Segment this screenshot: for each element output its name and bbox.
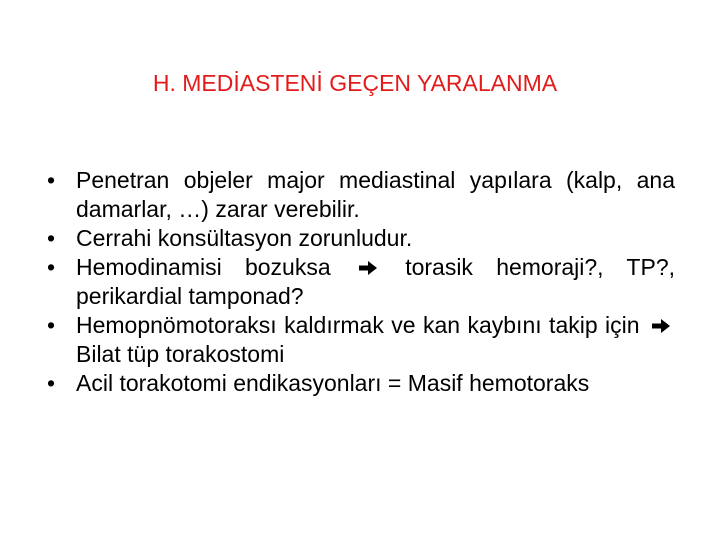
bullet-list [40, 166, 675, 398]
bullet-marker: • [46, 167, 56, 193]
bullet-item [40, 166, 675, 224]
arrow-right-icon [651, 316, 671, 336]
arrow-right-icon [358, 258, 378, 278]
bullet-text-after: Bilat tüp torakostomi [76, 341, 285, 367]
bullet-text: Penetran objeler major mediastinal yapılara (kalp, ana damarlar, …) zarar verebilir. [76, 167, 675, 222]
bullet-item [40, 224, 675, 253]
bullet-item [40, 253, 675, 311]
bullet-marker: • [46, 312, 56, 338]
bullet-marker: • [46, 370, 56, 396]
bullet-text-before: Hemopnömotoraksı kaldırmak ve kan kaybını takip için [76, 312, 640, 338]
bullet-item [40, 369, 675, 398]
bullet-marker: • [46, 254, 56, 280]
bullet-text-after: torasik hemoraji?, TP?, perikardial tamponad? [76, 254, 675, 309]
bullet-text: Acil torakotomi endikasyonları = Masif hemotoraks [76, 370, 590, 396]
bullet-marker: • [46, 225, 56, 251]
bullet-item [40, 311, 675, 369]
slide-title: H. MEDİASTENİ GEÇEN YARALANMA [152, 70, 558, 96]
bullet-text-before: Hemodinamisi bozuksa [76, 254, 331, 280]
bullet-text: Cerrahi konsültasyon zorunludur. [76, 225, 413, 251]
